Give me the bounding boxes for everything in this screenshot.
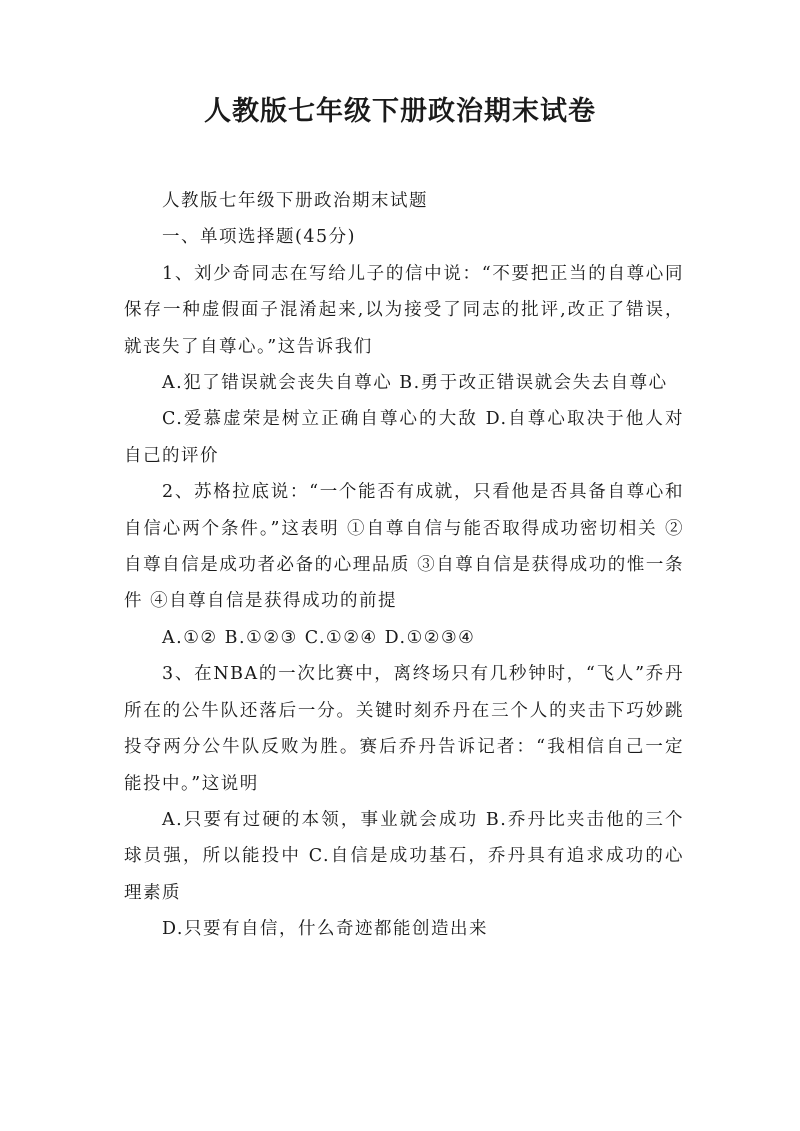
question-3-options-abc: A.只要有过硬的本领，事业就会成功 B.乔丹比夹击他的三个球员强，所以能投中 C.自信是成功基石，乔丹具有追求成功的心理素质 <box>124 809 684 903</box>
exam-subtitle: 人教版七年级下册政治期末试题 <box>162 191 428 211</box>
question-2-options: A.①② B.①②③ C.①②④ D.①②③④ <box>162 627 476 648</box>
question-3: 3、在NBA的一次比赛中，离终场只有几秒钟时，“飞人”乔丹所在的公牛队还落后一分。关键时刻乔丹在三个人的夹击下巧妙跳投夺两分公牛队反败为胜。赛后乔丹告诉记者：“我相信自己一定能投中。”这说明 <box>124 664 684 794</box>
section-heading: 一、单项选择题(45分) <box>162 227 356 248</box>
question-1: 1、刘少奇同志在写给儿子的信中说：“不要把正当的自尊心同保存一种虚假面子混淆起来,以为接受了同志的批评,改正了错误，就丧失了自尊心。”这告诉我们 <box>124 263 684 357</box>
question-2: 2、苏格拉底说：“一个能否有成就，只看他是否具备自尊心和自信心两个条件。”这表明 ①自尊自信与能否取得成功密切相关 ②自尊自信是成功者必备的心理品质 ③自尊自信是获得成功的惟一条件 ④自尊自信是获得成功的前提 <box>124 482 684 612</box>
question-3-option-d: D.只要有自信，什么奇迹都能创造出来 <box>162 919 488 940</box>
question-1-options-cd: C.爱慕虚荣是树立正确自尊心的大敌 D.自尊心取决于他人对自己的评价 <box>124 409 684 466</box>
document-title: 人教版七年级下册政治期末试卷 <box>204 96 596 127</box>
document-body <box>124 183 684 948</box>
question-1-options-ab: A.犯了错误就会丧失自尊心 B.勇于改正错误就会失去自尊心 <box>162 373 668 394</box>
